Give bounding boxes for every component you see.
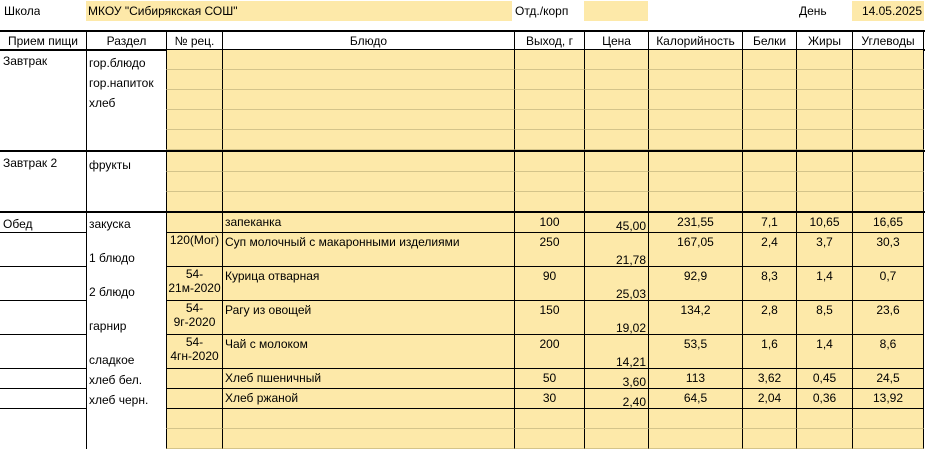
breakfast-row-2-carbs[interactable]	[852, 70, 924, 90]
lunch-empty-row-2-section	[86, 429, 166, 449]
column-header-calories: Калорийность	[648, 32, 742, 50]
lunch-empty-row-2-price[interactable]	[584, 429, 648, 449]
breakfast-row-1-carbs[interactable]	[852, 50, 924, 70]
breakfast2-row-3-protein[interactable]	[742, 192, 796, 212]
breakfast2-row-1-yield[interactable]	[514, 152, 584, 172]
school-name-field[interactable]: МКОУ "Сибирякская СОШ"	[86, 1, 512, 21]
lunch-row-2-section: 1 блюдо	[86, 233, 166, 267]
breakfast-row-2-meal-cell	[0, 70, 86, 90]
breakfast-row-1-calories[interactable]	[648, 50, 742, 70]
lunch-row-1-meal-cell	[0, 213, 86, 233]
breakfast2-row-2-yield[interactable]	[514, 172, 584, 192]
lunch-empty-row-1-meal-cell	[0, 409, 86, 429]
lunch-row-2-dish[interactable]: Суп молочный с макаронными изделиями	[222, 233, 514, 267]
lunch-row-1-carbs[interactable]: 16,65	[852, 213, 924, 233]
lunch-row-2-fat[interactable]: 3,7	[796, 233, 852, 267]
breakfast2-row-1-calories[interactable]	[648, 152, 742, 172]
breakfast-row-5-yield[interactable]	[514, 130, 584, 150]
breakfast-row-4-carbs[interactable]	[852, 110, 924, 130]
lunch-row-6-protein[interactable]: 3,62	[742, 369, 796, 389]
lunch-row-1-yield[interactable]: 100	[514, 213, 584, 233]
breakfast2-row-3-dish[interactable]	[222, 192, 514, 212]
breakfast-row-5-carbs[interactable]	[852, 130, 924, 150]
breakfast-row-2-calories[interactable]	[648, 70, 742, 90]
breakfast-row-5-protein[interactable]	[742, 130, 796, 150]
lunch-row-6-fat[interactable]: 0,45	[796, 369, 852, 389]
breakfast2-row-2-protein[interactable]	[742, 172, 796, 192]
breakfast2-row-1-protein[interactable]	[742, 152, 796, 172]
breakfast-row-4-meal-cell	[0, 110, 86, 130]
breakfast-row-1-fat[interactable]	[796, 50, 852, 70]
lunch-empty-row-1-fat[interactable]	[796, 409, 852, 429]
lunch-row-2-protein[interactable]: 2,4	[742, 233, 796, 267]
column-header-fat: Жиры	[796, 32, 852, 50]
lunch-row-3-recipe[interactable]: 54-21м-2020	[166, 267, 222, 301]
lunch-row-1-section: закуска	[86, 213, 166, 233]
lunch-empty-row-2-fat[interactable]	[796, 429, 852, 449]
breakfast-row-3-dish[interactable]	[222, 90, 514, 110]
lunch-row-6-dish[interactable]: Хлеб пшеничный	[222, 369, 514, 389]
lunch-row-2-carbs[interactable]: 30,3	[852, 233, 924, 267]
branch-label: Отд./корп	[515, 4, 569, 18]
breakfast2-row-3-carbs[interactable]	[852, 192, 924, 212]
lunch-row-5-price[interactable]: 14,21	[584, 335, 648, 369]
lunch-row-6-recipe[interactable]	[166, 369, 222, 389]
lunch-row-5-fat[interactable]: 1,4	[796, 335, 852, 369]
lunch-row-7-carbs[interactable]: 13,92	[852, 389, 924, 409]
lunch-row-5-calories[interactable]: 53,5	[648, 335, 742, 369]
lunch-row-2-yield[interactable]: 250	[514, 233, 584, 267]
lunch-row-4-recipe[interactable]: 54-9г-2020	[166, 301, 222, 335]
lunch-empty-row-1-price[interactable]	[584, 409, 648, 429]
lunch-row-6-section: хлеб бел.	[86, 369, 166, 389]
breakfast-row-1-dish[interactable]	[222, 50, 514, 70]
lunch-row-1-fat[interactable]: 10,65	[796, 213, 852, 233]
lunch-empty-row-2-dish[interactable]	[222, 429, 514, 449]
lunch-row-4-section: гарнир	[86, 301, 166, 335]
breakfast-row-1-protein[interactable]	[742, 50, 796, 70]
breakfast2-row-3-price[interactable]	[584, 192, 648, 212]
date-field[interactable]: 14.05.2025	[852, 1, 924, 21]
breakfast-row-5-fat[interactable]	[796, 130, 852, 150]
lunch-row-7-dish[interactable]: Хлеб ржаной	[222, 389, 514, 409]
lunch-row-4-protein[interactable]: 2,8	[742, 301, 796, 335]
breakfast2-row-2-price[interactable]	[584, 172, 648, 192]
breakfast-row-2-price[interactable]	[584, 70, 648, 90]
lunch-row-1-price[interactable]: 45,00	[584, 213, 648, 233]
lunch-row-7-section: хлеб черн.	[86, 389, 166, 409]
column-header-carbs: Углеводы	[852, 32, 924, 50]
lunch-row-3-protein[interactable]: 8,3	[742, 267, 796, 301]
lunch-empty-row-1-dish[interactable]	[222, 409, 514, 429]
breakfast2-row-1-dish[interactable]	[222, 152, 514, 172]
lunch-empty-row-1-carbs[interactable]	[852, 409, 924, 429]
lunch-empty-row-1-yield[interactable]	[514, 409, 584, 429]
breakfast2-row-3-yield[interactable]	[514, 192, 584, 212]
lunch-empty-row-1-protein[interactable]	[742, 409, 796, 429]
breakfast-row-4-recipe[interactable]	[166, 110, 222, 130]
breakfast2-row-3-recipe[interactable]	[166, 192, 222, 212]
lunch-row-6-calories[interactable]: 113	[648, 369, 742, 389]
breakfast-row-3-meal-cell	[0, 90, 86, 110]
breakfast-row-4-calories[interactable]	[648, 110, 742, 130]
lunch-row-4-calories[interactable]: 134,2	[648, 301, 742, 335]
lunch-row-3-calories[interactable]: 92,9	[648, 267, 742, 301]
breakfast-row-4-dish[interactable]	[222, 110, 514, 130]
lunch-row-5-meal-cell	[0, 335, 86, 369]
lunch-row-2-recipe[interactable]: 120(Мог)	[166, 233, 222, 267]
breakfast-row-1-price[interactable]	[584, 50, 648, 70]
lunch-row-1-dish[interactable]: запеканка	[222, 213, 514, 233]
breakfast2-row-1-fat[interactable]	[796, 152, 852, 172]
breakfast-row-5-section	[86, 130, 166, 150]
lunch-row-4-yield[interactable]: 150	[514, 301, 584, 335]
breakfast-row-2-section: гор.напиток	[86, 70, 166, 90]
breakfast2-row-2-carbs[interactable]	[852, 172, 924, 192]
meal-breakfast: Завтрак	[3, 54, 48, 68]
lunch-row-4-price[interactable]: 19,02	[584, 301, 648, 335]
lunch-row-5-yield[interactable]: 200	[514, 335, 584, 369]
column-header-yield: Выход, г	[514, 32, 584, 50]
breakfast-row-2-fat[interactable]	[796, 70, 852, 90]
lunch-row-1-calories[interactable]: 231,55	[648, 213, 742, 233]
day-label: День	[799, 4, 827, 18]
breakfast-row-4-section	[86, 110, 166, 130]
lunch-row-6-yield[interactable]: 50	[514, 369, 584, 389]
column-header-dish: Блюдо	[222, 32, 514, 50]
lunch-row-7-calories[interactable]: 64,5	[648, 389, 742, 409]
breakfast-row-2-protein[interactable]	[742, 70, 796, 90]
meal-lunch: Обед	[3, 217, 33, 231]
lunch-empty-row-1-recipe[interactable]	[166, 409, 222, 429]
lunch-row-6-price[interactable]: 3,60	[584, 369, 648, 389]
breakfast-row-1-meal-cell	[0, 50, 86, 70]
lunch-row-3-section: 2 блюдо	[86, 267, 166, 301]
breakfast-row-2-recipe[interactable]	[166, 70, 222, 90]
lunch-row-3-price[interactable]: 25,03	[584, 267, 648, 301]
lunch-row-7-protein[interactable]: 2,04	[742, 389, 796, 409]
breakfast2-row-2-section	[86, 172, 166, 192]
lunch-row-1-protein[interactable]: 7,1	[742, 213, 796, 233]
lunch-row-6-meal-cell	[0, 369, 86, 389]
breakfast-row-1-yield[interactable]	[514, 50, 584, 70]
breakfast-row-5-meal-cell	[0, 130, 86, 150]
lunch-row-7-yield[interactable]: 30	[514, 389, 584, 409]
lunch-row-2-meal-cell	[0, 233, 86, 267]
column-header-recipe: № рец.	[166, 32, 222, 50]
lunch-row-7-meal-cell	[0, 389, 86, 409]
breakfast2-row-3-section	[86, 192, 166, 212]
lunch-row-1-recipe[interactable]	[166, 213, 222, 233]
lunch-row-5-dish[interactable]: Чай с молоком	[222, 335, 514, 369]
lunch-row-4-dish[interactable]: Рагу из овощей	[222, 301, 514, 335]
breakfast-row-3-protein[interactable]	[742, 90, 796, 110]
breakfast-row-2-yield[interactable]	[514, 70, 584, 90]
lunch-row-3-yield[interactable]: 90	[514, 267, 584, 301]
lunch-empty-row-1-section	[86, 409, 166, 429]
lunch-row-5-recipe[interactable]: 54-4гн-2020	[166, 335, 222, 369]
lunch-row-7-price[interactable]: 2,40	[584, 389, 648, 409]
breakfast-row-3-calories[interactable]	[648, 90, 742, 110]
breakfast2-row-1-carbs[interactable]	[852, 152, 924, 172]
lunch-row-4-carbs[interactable]: 23,6	[852, 301, 924, 335]
breakfast-row-3-recipe[interactable]	[166, 90, 222, 110]
breakfast-row-4-price[interactable]	[584, 110, 648, 130]
lunch-row-4-meal-cell	[0, 301, 86, 335]
branch-field[interactable]	[584, 1, 648, 21]
breakfast-row-5-recipe[interactable]	[166, 130, 222, 150]
breakfast2-row-1-recipe[interactable]	[166, 152, 222, 172]
breakfast-row-5-calories[interactable]	[648, 130, 742, 150]
meal-breakfast2: Завтрак 2	[3, 156, 58, 170]
lunch-empty-row-2-recipe[interactable]	[166, 429, 222, 449]
column-header-price: Цена	[584, 32, 648, 50]
lunch-empty-row-2-calories[interactable]	[648, 429, 742, 449]
lunch-empty-row-2-yield[interactable]	[514, 429, 584, 449]
breakfast-row-1-section: гор.блюдо	[86, 50, 166, 70]
breakfast-row-5-price[interactable]	[584, 130, 648, 150]
lunch-row-7-recipe[interactable]	[166, 389, 222, 409]
breakfast2-row-3-calories[interactable]	[648, 192, 742, 212]
breakfast2-row-2-calories[interactable]	[648, 172, 742, 192]
breakfast2-row-2-meal-cell	[0, 172, 86, 192]
lunch-row-7-fat[interactable]: 0,36	[796, 389, 852, 409]
breakfast-row-4-protein[interactable]	[742, 110, 796, 130]
breakfast2-row-3-meal-cell	[0, 192, 86, 212]
breakfast2-row-3-fat[interactable]	[796, 192, 852, 212]
breakfast2-row-2-recipe[interactable]	[166, 172, 222, 192]
breakfast2-row-1-meal-cell	[0, 152, 86, 172]
column-header-section: Раздел	[86, 32, 166, 50]
lunch-row-3-dish[interactable]: Курица отварная	[222, 267, 514, 301]
lunch-row-3-fat[interactable]: 1,4	[796, 267, 852, 301]
lunch-row-3-meal-cell	[0, 267, 86, 301]
lunch-row-5-protein[interactable]: 1,6	[742, 335, 796, 369]
breakfast-row-4-fat[interactable]	[796, 110, 852, 130]
breakfast-row-3-section: хлеб	[86, 90, 166, 110]
lunch-empty-row-2-protein[interactable]	[742, 429, 796, 449]
lunch-row-2-calories[interactable]: 167,05	[648, 233, 742, 267]
breakfast-row-4-yield[interactable]	[514, 110, 584, 130]
school-label: Школа	[4, 4, 41, 18]
breakfast-row-3-price[interactable]	[584, 90, 648, 110]
column-header-protein: Белки	[742, 32, 796, 50]
lunch-row-4-fat[interactable]: 8,5	[796, 301, 852, 335]
lunch-row-5-carbs[interactable]: 8,6	[852, 335, 924, 369]
breakfast-row-3-yield[interactable]	[514, 90, 584, 110]
breakfast-row-2-dish[interactable]	[222, 70, 514, 90]
lunch-row-5-section: сладкое	[86, 335, 166, 369]
column-header-meal: Прием пищи	[7, 34, 79, 48]
breakfast2-row-2-fat[interactable]	[796, 172, 852, 192]
breakfast-row-5-dish[interactable]	[222, 130, 514, 150]
breakfast-row-3-fat[interactable]	[796, 90, 852, 110]
breakfast-row-1-recipe[interactable]	[166, 50, 222, 70]
lunch-empty-row-1-calories[interactable]	[648, 409, 742, 429]
lunch-row-3-carbs[interactable]: 0,7	[852, 267, 924, 301]
breakfast2-row-1-price[interactable]	[584, 152, 648, 172]
lunch-row-6-carbs[interactable]: 24,5	[852, 369, 924, 389]
breakfast2-row-2-dish[interactable]	[222, 172, 514, 192]
breakfast2-row-1-section: фрукты	[86, 152, 166, 172]
breakfast-row-3-carbs[interactable]	[852, 90, 924, 110]
lunch-row-2-price[interactable]: 21,78	[584, 233, 648, 267]
lunch-empty-row-2-carbs[interactable]	[852, 429, 924, 449]
lunch-empty-row-2-meal-cell	[0, 429, 86, 449]
